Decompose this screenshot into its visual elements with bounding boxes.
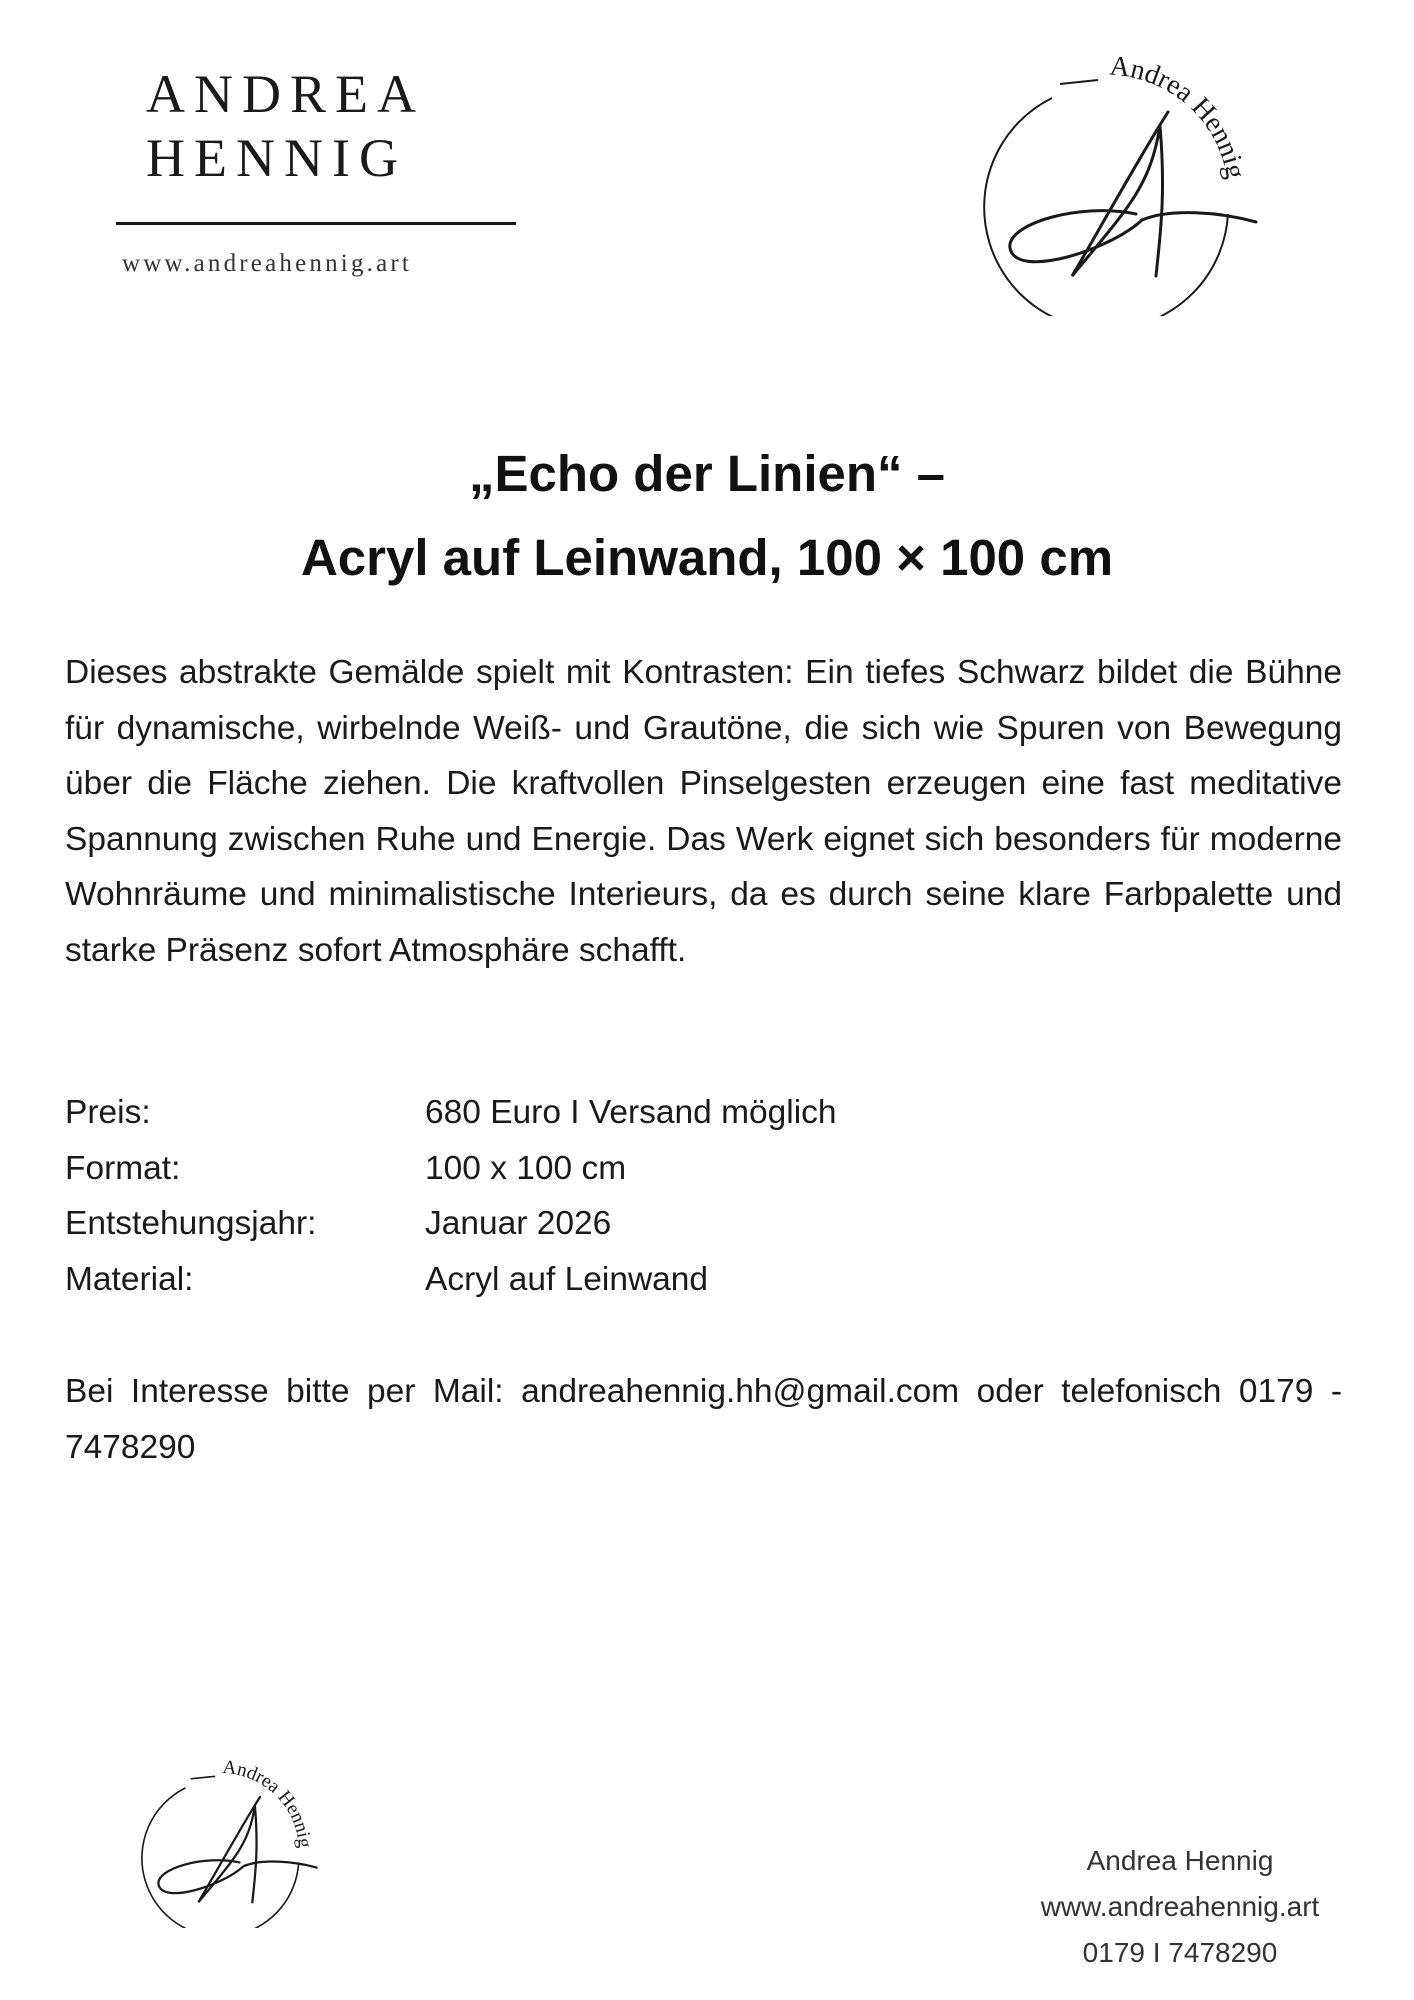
artwork-details (65, 1085, 1065, 1307)
detail-label: Preis: (65, 1094, 151, 1131)
logo-arc-lead (191, 1776, 215, 1779)
detail-row-price (65, 1085, 1065, 1141)
brand-divider (116, 222, 516, 225)
contact-info: Bei Interesse bitte per Mail: andreahennig.hh@gmail.com oder telefonisch 0179 - 7478290 (65, 1373, 1342, 1466)
artwork-title (0, 432, 1414, 600)
detail-value: 680 Euro I Versand möglich (425, 1094, 837, 1131)
detail-value: 100 x 100 cm (425, 1149, 627, 1187)
logo-signature-text: Andrea Hennig (221, 1756, 315, 1849)
brand-website[interactable]: www.andreahennig.art (122, 250, 413, 277)
logo-arc-lead (1060, 80, 1098, 84)
artwork-description: Dieses abstrakte Gemälde spielt mit Kontrasten: Ein tiefes Schwarz bildet die Bühne für dynamische, wirbelnde Weiß- und Grautöne, die sich wie Spuren von Bewegung über die Fläche ziehen. Die kraftvollen Pinselgesten erzeugen eine fast meditative Spannung zwischen Ruhe und Energie. Das Werk eignet sich besonders für moderne Wohnräume und minimalistische Interieurs, da es durch seine klare Farbpalette und starke Präsenz sofort Atmosphäre schafft. (65, 654, 1342, 969)
detail-row-year (65, 1196, 1065, 1252)
footer-name: Andrea Hennig (1086, 1845, 1274, 1876)
brand-name-line1: ANDREA (146, 64, 425, 124)
signature-logo-small (126, 1748, 326, 1928)
signature-logo (960, 36, 1270, 316)
logo-circle-arc (142, 1788, 299, 1928)
brand-header (116, 62, 516, 277)
title-line-1: „Echo der Linien“ – (468, 445, 946, 502)
footer-website[interactable]: www.andreahennig.art (1040, 1891, 1320, 1922)
detail-label: Material: (65, 1260, 194, 1298)
detail-label: Format: (65, 1149, 181, 1187)
detail-row-format (65, 1141, 1065, 1197)
logo-signature-text: Andrea Hennig (1108, 50, 1252, 182)
detail-value: Acryl auf Leinwand (425, 1260, 709, 1298)
detail-value: Januar 2026 (425, 1205, 612, 1242)
footer-contact (960, 1838, 1400, 1976)
logo-circle-arc (984, 98, 1228, 316)
title-line-2: Acryl auf Leinwand, 100 × 100 cm (300, 529, 1114, 586)
detail-label: Entstehungsjahr: (65, 1205, 317, 1242)
detail-row-material (65, 1252, 1065, 1308)
footer-phone: 0179 I 7478290 (1082, 1937, 1278, 1968)
brand-name-line2: HENNIG (146, 128, 407, 188)
